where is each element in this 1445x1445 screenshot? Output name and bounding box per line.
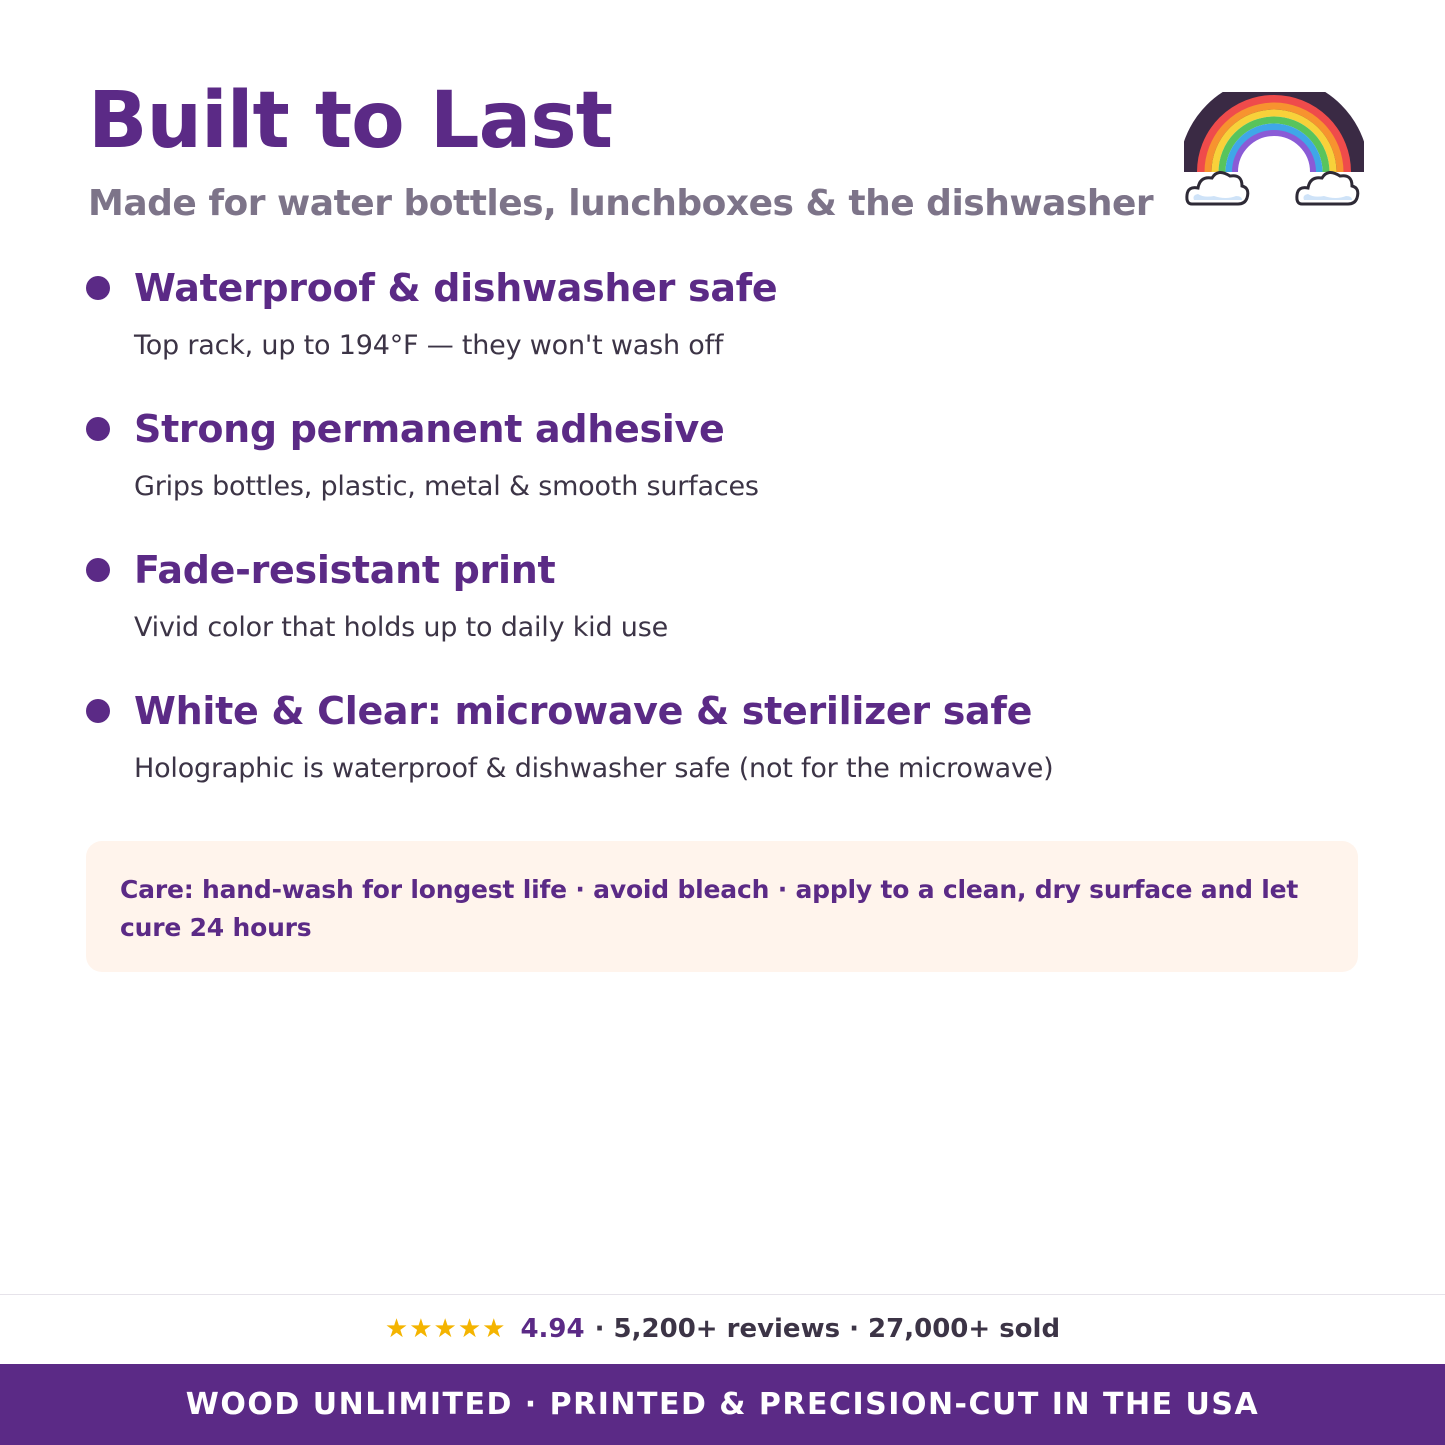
- feature-title: White & Clear: microwave & sterilizer safe: [134, 689, 1033, 733]
- footer-text: WOOD UNLIMITED · PRINTED & PRECISION-CUT IN THE USA: [185, 1387, 1260, 1422]
- feature-description: Top rack, up to 194°F — they won't wash off: [134, 330, 724, 361]
- feature-description: Holographic is waterproof & dishwasher safe (not for the microwave): [134, 753, 1054, 784]
- bullet-icon: [86, 699, 110, 723]
- rainbow-icon: [1184, 92, 1364, 214]
- feature-title: Strong permanent adhesive: [134, 407, 725, 451]
- feature-title: Fade-resistant print: [134, 548, 556, 592]
- footer-banner: [0, 1364, 1445, 1445]
- page-title: Built to Last: [88, 76, 612, 166]
- feature-description: Vivid color that holds up to daily kid use: [134, 612, 668, 643]
- feature-description: Grips bottles, plastic, metal & smooth surfaces: [134, 471, 759, 502]
- divider: [0, 1294, 1445, 1295]
- bullet-icon: [86, 417, 110, 441]
- feature-title: Waterproof & dishwasher safe: [134, 266, 778, 310]
- feature-item: [86, 691, 1286, 832]
- rating-score: 4.94: [520, 1314, 585, 1344]
- feature-item: [86, 268, 1286, 409]
- bullet-icon: [86, 276, 110, 300]
- page-subtitle: Made for water bottles, lunchboxes & the dishwasher: [88, 183, 1154, 224]
- care-text: Care: hand-wash for longest life · avoid bleach · apply to a clean, dry surface and let cure 24 hours: [120, 875, 1299, 942]
- bullet-icon: [86, 558, 110, 582]
- rating-details: · 5,200+ reviews · 27,000+ sold: [594, 1314, 1061, 1344]
- feature-item: [86, 409, 1286, 550]
- star-rating-icon: ★★★★★: [384, 1314, 507, 1344]
- rating-bar: [0, 1312, 1445, 1346]
- feature-list: [86, 268, 1286, 832]
- feature-item: [86, 550, 1286, 691]
- care-note: [86, 841, 1358, 972]
